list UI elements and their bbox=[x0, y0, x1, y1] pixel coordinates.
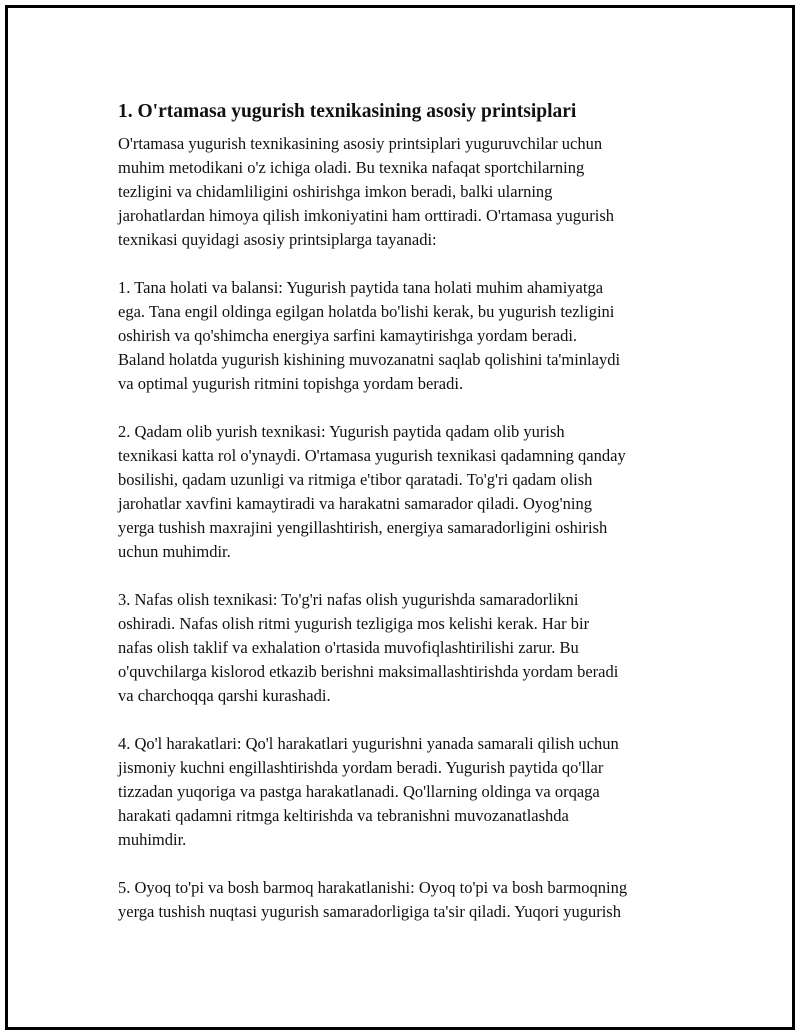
text-line: jismoniy kuchni engillashtirishda yordam beradi. Yugurish paytida qo'llar bbox=[118, 758, 604, 777]
document-body bbox=[118, 100, 698, 924]
text-line: nafas olish taklif va exhalation o'rtasida muvofiqlashtirilishi zarur. Bu bbox=[118, 638, 579, 657]
paragraph-stride-technique bbox=[118, 420, 698, 564]
text-line: 5. Oyoq to'pi va bosh barmoq harakatlanishi: Oyoq to'pi va bosh barmoqning bbox=[118, 878, 628, 897]
paragraph-gap bbox=[118, 708, 698, 732]
text-line: O'rtamasa yugurish texnikasining asosiy printsiplari yuguruvchilar uchun bbox=[118, 134, 603, 153]
text-line: harakati qadamni ritmga keltirishda va tebranishni muvozanatlashda bbox=[118, 806, 569, 825]
text-line: bosilishi, qadam uzunligi va ritmiga e'tibor qaratadi. To'g'ri qadam olish bbox=[118, 470, 593, 489]
text-line: ega. Tana engil oldinga egilgan holatda bo'lishi kerak, bu yugurish tezligini bbox=[118, 302, 615, 321]
paragraph-foot-strike bbox=[118, 876, 698, 924]
text-line: oshirish va qo'shimcha energiya sarfini kamaytirishga yordam beradi. bbox=[118, 326, 578, 345]
text-line: jarohatlar xavfini kamaytiradi va harakatni samarador qiladi. Oyog'ning bbox=[118, 494, 592, 513]
text-line: muhimdir. bbox=[118, 830, 187, 849]
paragraph-gap bbox=[118, 852, 698, 876]
paragraph-body-posture bbox=[118, 276, 698, 396]
text-line: oshiradi. Nafas olish ritmi yugurish tezligiga mos kelishi kerak. Har bir bbox=[118, 614, 590, 633]
paragraph-intro bbox=[118, 132, 698, 252]
text-line: texnikasi katta rol o'ynaydi. O'rtamasa yugurish texnikasi qadamning qanday bbox=[118, 446, 626, 465]
text-line: texnikasi quyidagi asosiy printsiplarga tayanadi: bbox=[118, 230, 437, 249]
text-line: Baland holatda yugurish kishining muvozanatni saqlab qolishini ta'minlaydi bbox=[118, 350, 621, 369]
text-line: o'quvchilarga kislorod etkazib berishni maksimallashtirishda yordam beradi bbox=[118, 662, 619, 681]
paragraph-arm-movement bbox=[118, 732, 698, 852]
text-line: 4. Qo'l harakatlari: Qo'l harakatlari yugurishni yanada samarali qilish uchun bbox=[118, 734, 619, 753]
text-line: muhim metodikani o'z ichiga oladi. Bu texnika nafaqat sportchilarning bbox=[118, 158, 585, 177]
text-line: jarohatlardan himoya qilish imkoniyatini ham orttiradi. O'rtamasa yugurish bbox=[118, 206, 615, 225]
text-line: tizzadan yuqoriga va pastga harakatlanadi. Qo'llarning oldinga va orqaga bbox=[118, 782, 600, 801]
text-line: yerga tushish maxrajini yengillashtirish, energiya samaradorligini oshirish bbox=[118, 518, 608, 537]
text-line: 1. Tana holati va balansi: Yugurish paytida tana holati muhim ahamiyatga bbox=[118, 278, 604, 297]
text-line: va optimal yugurish ritmini topishga yordam beradi. bbox=[118, 374, 464, 393]
page-frame bbox=[5, 5, 795, 1030]
text-line: uchun muhimdir. bbox=[118, 542, 231, 561]
text-line: va charchoqqa qarshi kurashadi. bbox=[118, 686, 331, 705]
text-line: 2. Qadam olib yurish texnikasi: Yugurish paytida qadam olib yurish bbox=[118, 422, 565, 441]
paragraph-breathing bbox=[118, 588, 698, 708]
paragraph-gap bbox=[118, 252, 698, 276]
paragraph-gap bbox=[118, 396, 698, 420]
text-line: yerga tushish nuqtasi yugurish samaradorligiga ta'sir qiladi. Yuqori yugurish bbox=[118, 902, 621, 921]
section-title: 1. O'rtamasa yugurish texnikasining asosiy printsiplari bbox=[118, 101, 577, 122]
text-line: tezligini va chidamliligini oshirishga imkon beradi, balki ularning bbox=[118, 182, 553, 201]
paragraph-gap bbox=[118, 564, 698, 588]
text-line: 3. Nafas olish texnikasi: To'g'ri nafas olish yugurishda samaradorlikni bbox=[118, 590, 579, 609]
